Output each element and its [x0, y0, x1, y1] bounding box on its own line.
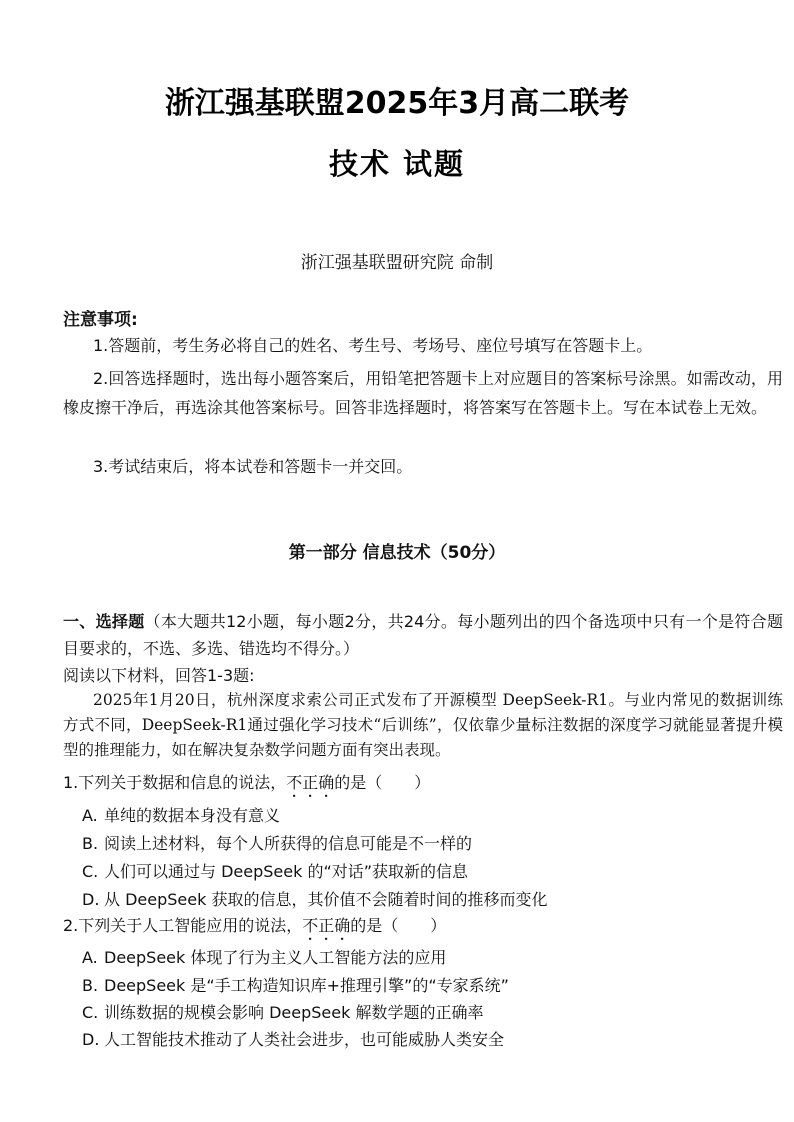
option-letter: A.	[82, 948, 98, 967]
notice-item-2: 2.回答选择题时，选出每小题答案后，用铅笔把答题卡上对应题目的答案标号涂黑。如需改动，用橡皮擦干净后，再选涂其他答案标号。回答非选择题时，将答案写在答题卡上。写在本试卷上无效。	[63, 369, 783, 417]
question-1	[63, 770, 430, 801]
option-text: DeepSeek 是“手工构造知识库+推理引擎”的“专家系统”	[104, 976, 509, 995]
option-letter: D.	[82, 890, 100, 909]
q2-option-b	[82, 973, 509, 999]
option-text: 从 DeepSeek 获取的信息，其价值不会随着时间的推移而变化	[104, 890, 548, 909]
option-letter: A.	[82, 806, 98, 825]
issuer-line: 浙江强基联盟研究院 命制	[300, 253, 494, 273]
option-text: DeepSeek 体现了行为主义人工智能方法的应用	[104, 948, 447, 967]
q2-option-a	[82, 945, 446, 971]
q1-option-d	[82, 887, 547, 913]
option-text: 人们可以通过与 DeepSeek 的“对话”获取新的信息	[104, 862, 469, 881]
q2-option-c	[82, 1000, 483, 1026]
notice-item-1: 1.答题前，考生务必将自己的姓名、考生号、考场号、座位号填写在答题卡上。	[93, 336, 653, 355]
option-letter: C.	[82, 862, 99, 881]
q1-option-c	[82, 859, 468, 885]
option-letter: C.	[82, 1003, 99, 1022]
option-text: 阅读上述材料，每个人所获得的信息可能是不一样的	[104, 834, 473, 853]
notice-item-3: 3.考试结束后，将本试卷和答题卡一并交回。	[93, 457, 413, 476]
notice-heading: 注意事项:	[63, 310, 138, 330]
q2-option-d	[82, 1027, 504, 1053]
option-letter: B.	[82, 834, 99, 853]
part-one-title: 第一部分 信息技术（50分）	[288, 543, 506, 563]
section-one-instructions: （本大题共12小题，每小题2分，共24分。每小题列出的四个备选项中只有一个是符合题目要求的，不选、多选、错选均不得分。）	[63, 612, 783, 658]
option-text: 单纯的数据本身没有意义	[104, 806, 281, 825]
option-letter: D.	[82, 1030, 100, 1049]
question-2-prefix: 2.下列关于人工智能应用的说法，	[63, 916, 303, 935]
option-letter: B.	[82, 976, 99, 995]
section-one-heading: 一、选择题	[63, 612, 145, 631]
question-2-suffix: 的是（ ）	[350, 916, 447, 935]
q1-option-a	[82, 803, 280, 829]
option-text: 人工智能技术推动了人类社会进步，也可能威胁人类安全	[104, 1030, 505, 1049]
question-2-emphasis: 不正确	[302, 916, 351, 935]
question-1-prefix: 1.下列关于数据和信息的说法，	[63, 773, 287, 792]
option-text: 训练数据的规模会影响 DeepSeek 解数学题的正确率	[104, 1003, 484, 1022]
exam-subject-title: 技术 试题	[328, 147, 466, 181]
question-2	[63, 913, 446, 944]
exam-title: 浙江强基联盟2025年3月高二联考	[164, 86, 630, 121]
section-one-intro	[63, 608, 783, 662]
reading-material: 2025年1月20日，杭州深度求索公司正式发布了开源模型 DeepSeek-R1。与业内常见的数据训练方式不同，DeepSeek-R1通过强化学习技术“后训练”，仅依靠少量标注数据的深度学习就能显著提升模型的推理能力，如在解决复杂数学问题方面有突出表现。	[63, 691, 783, 759]
reading-prompt: 阅读以下材料，回答1-3题:	[63, 666, 255, 685]
question-1-suffix: 的是（ ）	[334, 773, 431, 792]
q1-option-b	[82, 831, 472, 857]
question-1-emphasis: 不正确	[286, 773, 335, 792]
